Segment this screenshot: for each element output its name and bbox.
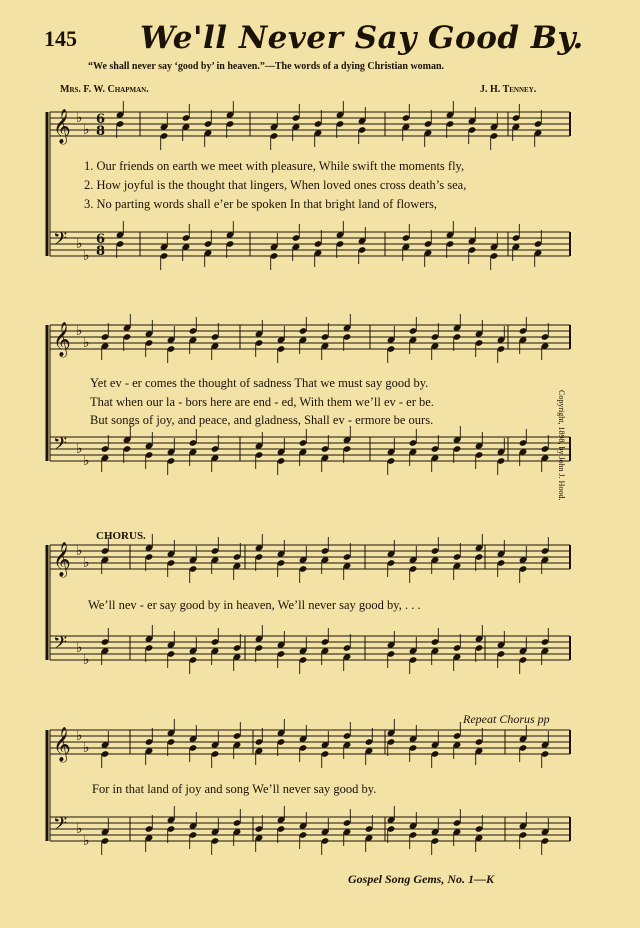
verse-3-line-1: 3. No parting words shall e’er be spoken In that bright land of flowers, bbox=[84, 197, 438, 211]
bass-clef-icon: 𝄢 bbox=[53, 434, 68, 459]
flat-sign-icon: ♭ bbox=[83, 453, 90, 469]
chorus-lyric-1: We’ll nev - er say good by in heaven, We’ll never say good by, . . . bbox=[88, 598, 421, 612]
treble-clef-icon: 𝄞 bbox=[53, 109, 71, 144]
verse-2-line-1: 2. How joyful is the thought that lingers, When loved ones cross death’s sea, bbox=[84, 178, 467, 192]
treble-clef-icon: 𝄞 bbox=[53, 727, 71, 762]
treble-clef-icon: 𝄞 bbox=[53, 542, 71, 577]
chorus-lyric-2: For in that land of joy and song We’ll never say good by. bbox=[92, 782, 377, 796]
flat-sign-icon: ♭ bbox=[76, 236, 83, 252]
time-signature-top: 6 bbox=[96, 112, 106, 127]
flat-sign-icon: ♭ bbox=[83, 652, 90, 668]
treble-clef-icon: 𝄞 bbox=[53, 322, 71, 357]
flat-sign-icon: ♭ bbox=[76, 640, 83, 656]
page-number: 145 bbox=[44, 26, 77, 51]
verse-3-line-2: But songs of joy, and peace, and gladness, Shall ev - ermore be ours. bbox=[90, 413, 434, 427]
lyricist-credit: Mrs. F. W. Chapman. bbox=[60, 84, 149, 95]
flat-sign-icon: ♭ bbox=[76, 323, 83, 339]
flat-sign-icon: ♭ bbox=[76, 110, 83, 126]
time-signature-bottom: 8 bbox=[96, 244, 106, 259]
copyright-notice: Copyright, 1898, by John J. Hood. bbox=[557, 390, 566, 501]
flat-sign-icon: ♭ bbox=[76, 728, 83, 744]
chorus-label: CHORUS. bbox=[96, 530, 146, 542]
source-reference: Gospel Song Gems, No. 1—K bbox=[348, 872, 495, 886]
flat-sign-icon: ♭ bbox=[83, 248, 90, 264]
song-title: We'll Never Say Good By. bbox=[140, 20, 584, 56]
repeat-chorus-direction: Repeat Chorus pp bbox=[463, 712, 550, 726]
flat-sign-icon: ♭ bbox=[83, 833, 90, 849]
composer-credit: J. H. Tenney. bbox=[480, 84, 537, 95]
epigraph: “We shall never say ‘good by’ in heaven.”—The words of a dying Christian woman. bbox=[88, 61, 445, 72]
flat-sign-icon: ♭ bbox=[83, 740, 90, 756]
bass-clef-icon: 𝄢 bbox=[53, 633, 68, 658]
flat-sign-icon: ♭ bbox=[76, 821, 83, 837]
verse-2-line-2: That when our la - bors here are end - ed, With them we’ll ev - er be. bbox=[90, 395, 434, 409]
flat-sign-icon: ♭ bbox=[76, 543, 83, 559]
verse-1-line-1: 1. Our friends on earth we meet with pleasure, While swift the moments fly, bbox=[84, 159, 465, 173]
time-signature-top: 6 bbox=[96, 232, 106, 247]
flat-sign-icon: ♭ bbox=[83, 555, 90, 571]
time-signature-bottom: 8 bbox=[96, 124, 106, 139]
flat-sign-icon: ♭ bbox=[76, 441, 83, 457]
flat-sign-icon: ♭ bbox=[83, 122, 90, 138]
bass-clef-icon: 𝄢 bbox=[53, 229, 68, 254]
bass-clef-icon: 𝄢 bbox=[53, 814, 68, 839]
flat-sign-icon: ♭ bbox=[83, 335, 90, 351]
verse-1-line-2: Yet ev - er comes the thought of sadness That we must say good by. bbox=[90, 376, 429, 390]
